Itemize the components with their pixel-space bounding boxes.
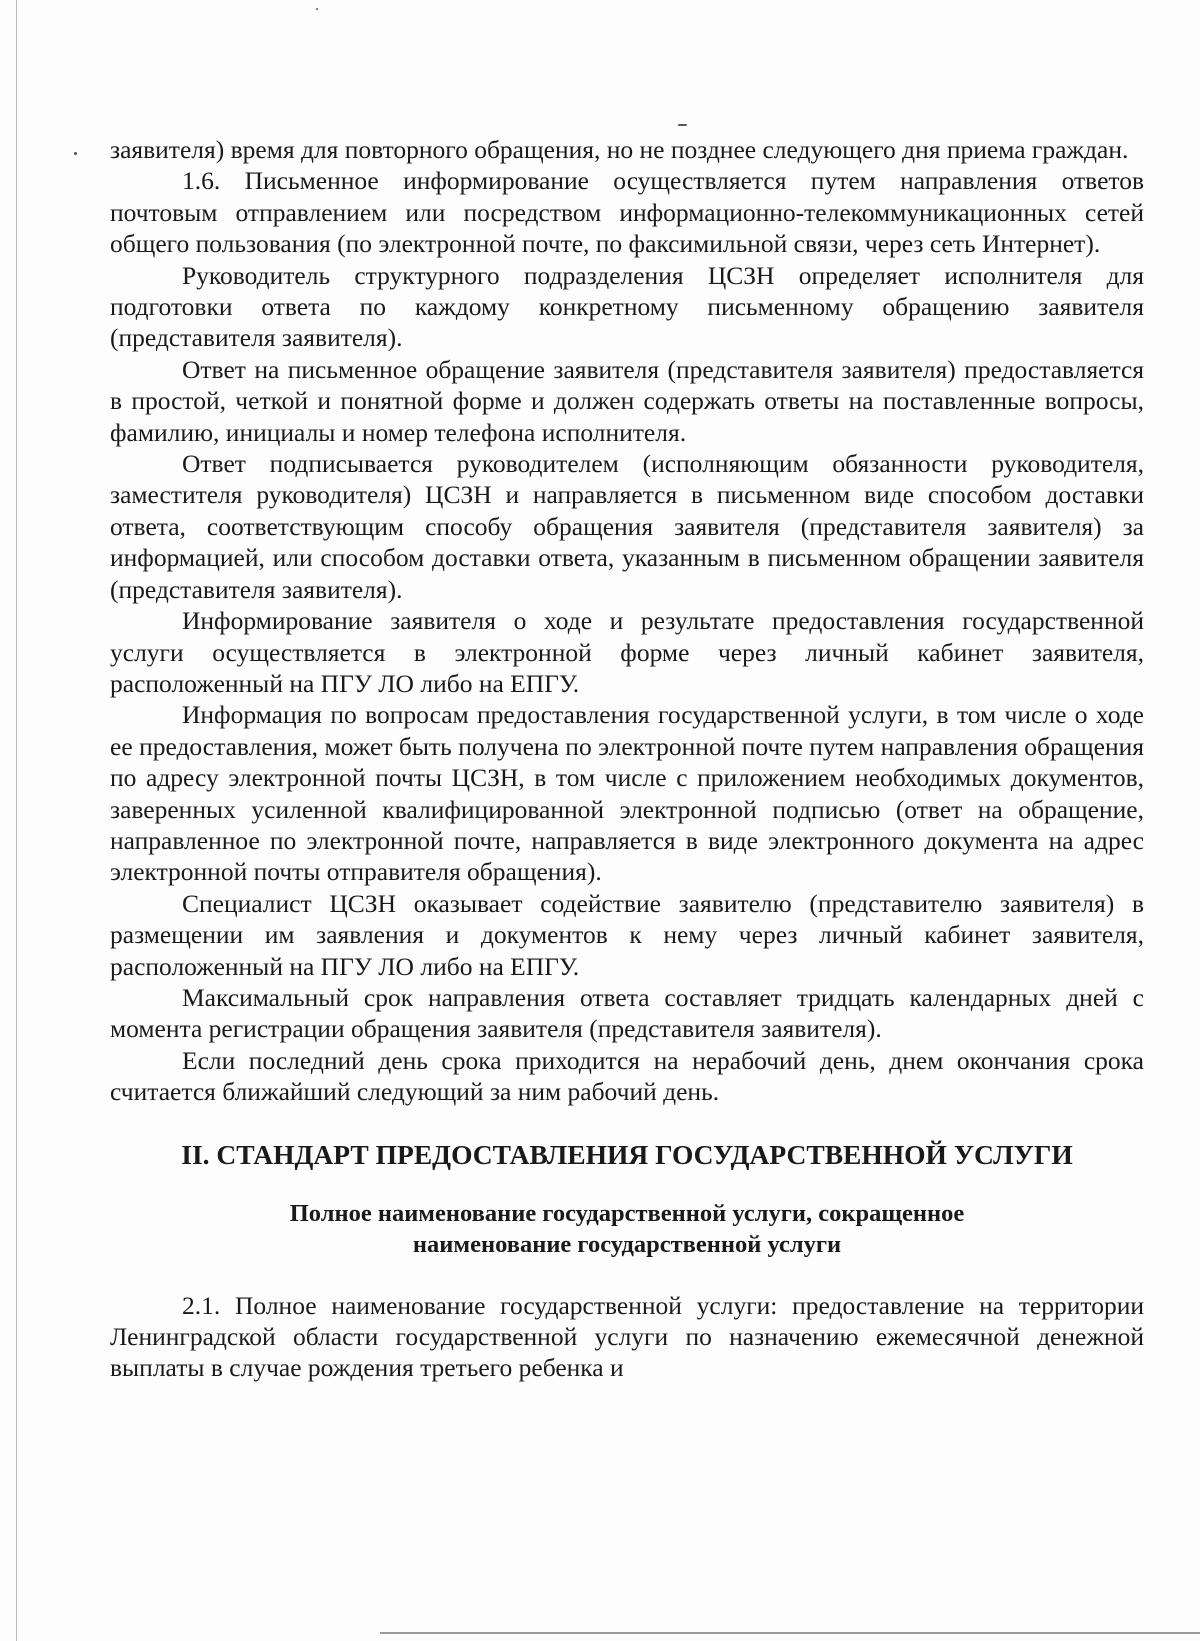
paragraph: Руководитель структурного подразделения ЦСЗН определяет исполнителя для подготовки ответа по каждому конкретному письменному обращению заявителя (представителя заявителя). (110, 260, 1144, 353)
paragraph: Информация по вопросам предоставления государственной услуги, в том числе о ходе ее предоставления, может быть получена по электронной почте путем направления обращения по адресу электронной почты ЦСЗН, в том числе с приложением необходимых документов, заверенных усиленной квалифицированной электронной подписью (ответ на обращение, направленное по электронной почте, направляется в виде электронного документа на адрес электронной почты отправителя обращения). (110, 700, 1144, 887)
paragraph: 1.6. Письменное информирование осуществляется путем направления ответов почтовым отправлением или посредством информационно-телекоммуникационных сетей общего пользования (по электронной почте, по факсимильной связи, через сеть Интернет). (110, 166, 1144, 259)
paragraph: заявителя) время для повторного обращения, но не позднее следующего дня приема граждан. (110, 135, 1129, 164)
subsection-title-line: наименование государственной услуги (412, 1230, 842, 1258)
paragraph: Максимальный срок направления ответа составляет тридцать календарных дней с момента регистрации обращения заявителя (представителя заявителя). (110, 982, 1144, 1044)
subsection-title (110, 1198, 1144, 1260)
paragraph: Ответ на письменное обращение заявителя (представителя заявителя) предоставляется в простой, четкой и понятной форме и должен содержать ответы на поставленные вопросы, фамилию, инициалы и номер телефона исполнителя. (110, 354, 1144, 447)
scan-bottom-edge (380, 1632, 1200, 1634)
subsection-title-line: Полное наименование государственной услуги, сокращенное (289, 1199, 965, 1227)
paragraph: Специалист ЦСЗН оказывает содействие заявителю (представителю заявителя) в размещении им заявления и документов к нему через личный кабинет заявителя, расположенный на ПГУ ЛО либо на ЕПГУ. (110, 888, 1144, 981)
scan-speck (678, 124, 687, 126)
scan-speck (74, 152, 77, 155)
paragraph: Если последний день срока приходится на нерабочий день, днем окончания срока считается ближайший следующий за ним рабочий день. (110, 1045, 1144, 1107)
paragraph: 2.1. Полное наименование государственной услуги: предоставление на территории Ленинградской области государственной услуги по назначению ежемесячной денежной выплаты в случае рождения третьего ребенка и (110, 1290, 1144, 1383)
section-title: II. СТАНДАРТ ПРЕДОСТАВЛЕНИЯ ГОСУДАРСТВЕННОЙ УСЛУГИ (181, 1138, 1073, 1170)
paragraph: Информирование заявителя о ходе и результате предоставления государственной услуги осуществляется в электронной форме через личный кабинет заявителя, расположенный на ПГУ ЛО либо на ЕПГУ. (110, 606, 1144, 698)
scan-edge-line (16, 0, 17, 1641)
scan-speck (316, 8, 318, 10)
document-body (110, 134, 1144, 1384)
paragraph: Ответ подписывается руководителем (исполняющим обязанности руководителя, заместителя руководителя) ЦСЗН и направляется в письменном виде способом доставки ответа, соответствующим способу обращения заявителя (представителя заявителя) за информацией, или способом доставки ответа, указанным в письменном обращении заявителя (представителя заявителя). (110, 449, 1144, 604)
